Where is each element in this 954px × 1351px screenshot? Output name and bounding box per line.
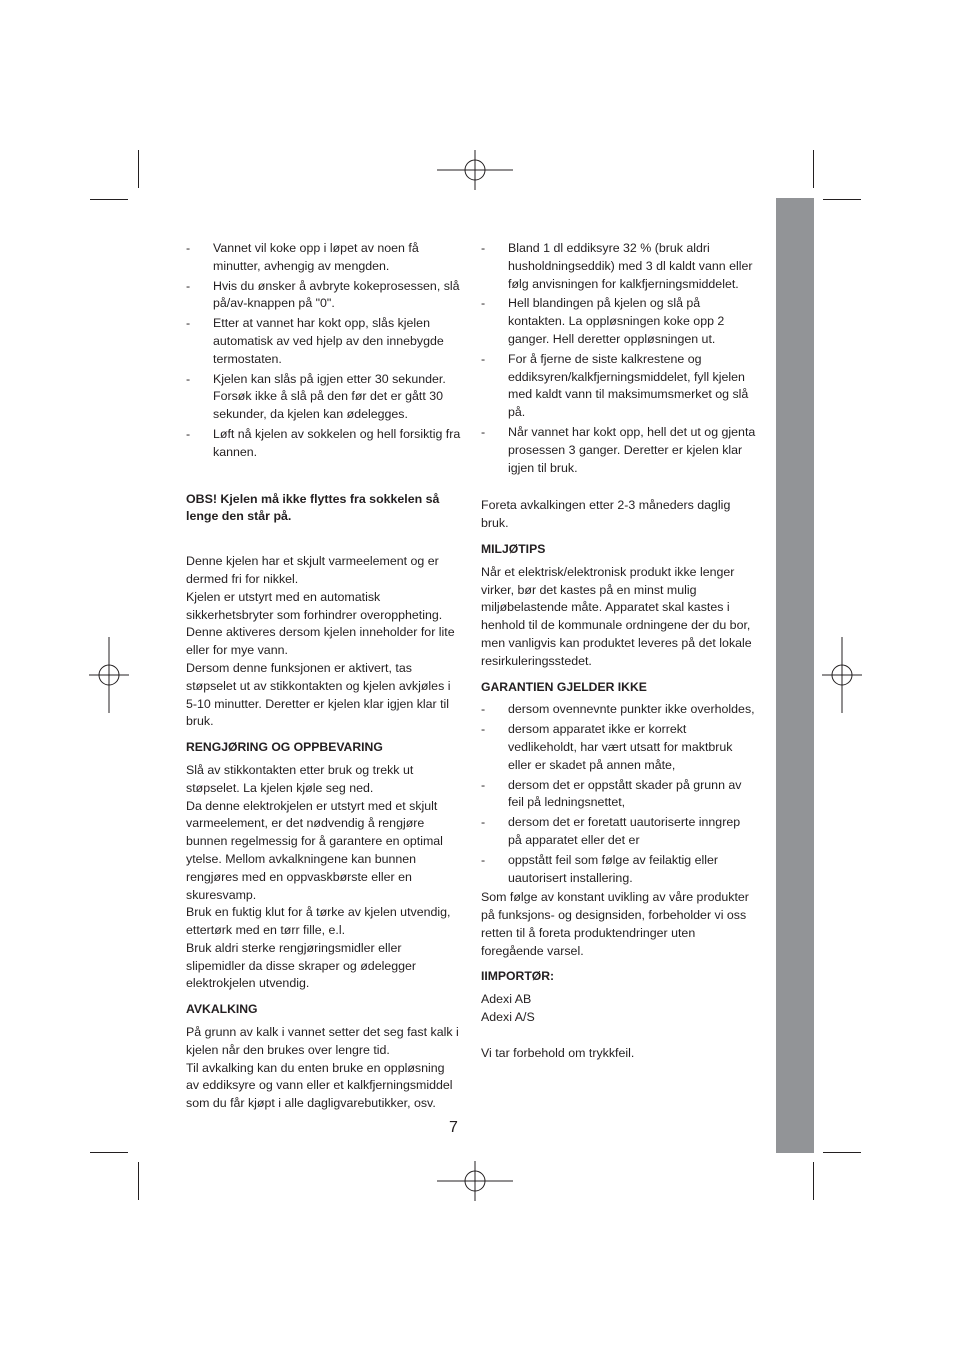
descaling-paragraph: På grunn av kalk i vannet setter det seg fast kalk i kjelen når den brukes over lengre tid. <box>186 1025 459 1057</box>
list-item <box>481 295 756 348</box>
bullet-dash: - <box>186 241 191 255</box>
list-item <box>481 351 756 422</box>
descaling-steps-list <box>481 240 756 477</box>
list-item-text: Kjelen kan slås på igjen etter 30 sekunder. Forsøk ikke å slå på den før det er gått 30 sekunder, da kjelen kan ødelegges. <box>213 371 446 422</box>
registration-mark-top-icon <box>437 132 513 208</box>
list-item-text: dersom det er foretatt uautoriserte inngrep på apparatet eller det er <box>508 815 741 847</box>
registration-mark-left-icon <box>71 637 147 713</box>
crop-mark-bottom-left-v <box>138 1162 139 1200</box>
crop-mark-top-right-v <box>813 150 814 188</box>
registration-mark-bottom-icon <box>437 1143 513 1219</box>
bullet-dash: - <box>481 296 486 311</box>
cleaning-paragraph: Slå av stikkontakten etter bruk og trekk ut støpselet. La kjelen kjøle seg ned. <box>186 762 414 795</box>
list-item <box>186 315 461 368</box>
bullet-dash: - <box>481 351 486 366</box>
list-item-text: oppstått feil som følge av feilaktig eller uautorisert installering. <box>508 852 719 885</box>
list-item-text: Løft nå kjelen av sokkelen og hell forsiktig fra kannen. <box>213 426 461 459</box>
crop-mark-top-left-v <box>138 150 139 188</box>
heater-paragraph: Denne kjelen har et skjult varmeelement og er dermed fri for nikkel. <box>186 554 439 586</box>
list-item-text: Hvis du ønsker å avbryte kokeprosessen, slå på/av-knappen på "0". <box>213 278 460 311</box>
list-item <box>481 814 756 850</box>
print-disclaimer: Vi tar forbehold om trykkfeil. <box>481 1045 635 1060</box>
list-item <box>481 424 756 477</box>
page-number: 7 <box>449 1119 458 1136</box>
importer-heading: IIMPORTØR: <box>481 969 555 984</box>
warranty-heading: GARANTIEN GJELDER IKKE <box>481 679 647 694</box>
list-item <box>481 701 756 719</box>
list-item-text: dersom ovennevnte punkter ikke overholdes, <box>508 702 755 717</box>
cleaning-paragraph: Da denne elektrokjelen er utstyrt med et skjult varmeelement, er det nødvendig å rengjøre bunnen regelmessig for å garantere en optimal ytelse. Mellom avkalkningene kan bunnen rengjøres med en oppvaskbørste eller en skuresvamp. <box>186 798 443 902</box>
heater-paragraph: Dersom denne funksjonen er aktivert, tas støpselet ut av stikkontakten og kjelen avkjøles i 5-10 minutter. Deretter er kjelen klar igjen klar til bruk. <box>186 660 451 729</box>
bullet-dash: - <box>481 852 486 867</box>
bullet-dash: - <box>481 424 486 439</box>
descale-interval-text: Foreta avkalkingen etter 2-3 måneders daglig bruk. <box>481 498 731 531</box>
cleaning-paragraph: Bruk aldri sterke rengjøringsmidler eller slipemidler da disse skraper og ødelegger elektrokjelen utvendig. <box>186 940 417 991</box>
list-item-text: Hell blandingen på kjelen og slå på kontakten. La oppløsningen koke opp 2 ganger. Hell deretter oppløsningen ut. <box>508 296 725 346</box>
descaling-heading: AVKALKING <box>186 1002 258 1017</box>
list-item <box>481 777 756 813</box>
environment-text: Når et elektrisk/elektronisk produkt ikke lenger virker, bør det kastes på en minst mulig miljøbelastende måte. Apparatet skal kastes i henhold til de kommunale ordningene der du bor, men vanligvis kan produktet leveres på det lokale resirkuleringsstedet. <box>481 564 752 668</box>
list-item-text: Når vannet har kokt opp, hell det ut og gjenta prosessen 3 ganger. Deretter er kjelen klar igjen til bruk. <box>508 424 756 475</box>
development-text: Som følge av konstant uvikling av våre produkter på funksjons- og designsiden, forbeholder vi oss retten til å foreta produktendringer uten foregående varsel. <box>481 890 749 958</box>
list-item <box>481 240 756 293</box>
right-column <box>481 240 756 1063</box>
list-item-text: Vannet vil koke opp i løpet av noen få minutter, avhengig av mengden. <box>213 241 419 273</box>
bullet-dash: - <box>481 702 486 717</box>
bullet-dash: - <box>481 777 486 792</box>
usage-steps-list <box>186 240 461 462</box>
bullet-dash: - <box>481 815 486 830</box>
bullet-dash: - <box>481 241 486 255</box>
list-item-text: For å fjerne de siste kalkrestene og eddiksyren/kalkfjerningsmiddelet, fyll kjelen med kaldt vann til maksimumsmerket og slå på. <box>508 351 749 420</box>
bullet-dash: - <box>186 371 191 386</box>
heater-paragraph: Kjelen er utstyrt med en automatisk sikkerhetsbryter som forhindrer overoppheting. Denne aktiveres dersom kjelen inneholder for lite eller for mye vann. <box>186 589 455 658</box>
list-item <box>186 240 461 276</box>
cleaning-paragraph: Bruk en fuktig klut for å tørke av kjelen utvendig, ettertørk med en tørr fille, e.l. <box>186 905 451 938</box>
list-item-text: Bland 1 dl eddiksyre 32 % (bruk aldri husholdningseddik) med 3 dl kaldt vann eller følg anvisningen for kalkfjerningsmiddelet. <box>508 241 753 291</box>
bullet-dash: - <box>186 278 191 293</box>
crop-mark-bottom-right-h <box>823 1152 861 1153</box>
obs-warning: OBS! Kjelen må ikke flyttes fra sokkelen så lenge den står på. <box>186 491 440 524</box>
crop-mark-bottom-right-v <box>813 1162 814 1200</box>
list-item-text: dersom det er oppstått skader på grunn av feil på ledningsnettet, <box>508 777 742 810</box>
side-language-tab <box>776 198 814 1153</box>
bullet-dash: - <box>481 722 486 737</box>
cleaning-heading: RENGJØRING OG OPPBEVARING <box>186 740 383 755</box>
environment-heading: MILJØTIPS <box>481 541 546 556</box>
descaling-paragraph: Til avkalking kan du enten bruke en oppløsning av eddiksyre og vann eller et kalkfjerningsmiddel som du får kjøpt i alle dagligvarebutikker, osv. <box>186 1060 453 1111</box>
list-item <box>481 852 756 888</box>
importer-line: Adexi A/S <box>481 1010 535 1025</box>
crop-mark-bottom-left-h <box>90 1152 128 1153</box>
crop-mark-top-right-h <box>823 199 861 200</box>
bullet-dash: - <box>186 426 191 441</box>
list-item-text: dersom apparatet ikke er korrekt vedlikeholdt, har vært utsatt for maktbruk eller er skadet på annen måte, <box>508 722 733 772</box>
bullet-dash: - <box>186 316 191 331</box>
list-item <box>481 721 756 774</box>
list-item <box>186 426 461 462</box>
list-item-text: Etter at vannet har kokt opp, slås kjelen automatisk av ved hjelp av den innebygde termostaten. <box>213 316 444 366</box>
crop-mark-top-left-h <box>90 199 128 200</box>
list-item <box>186 371 461 424</box>
importer-line: Adexi AB <box>481 992 532 1007</box>
list-item <box>186 278 461 314</box>
warranty-list <box>481 701 756 887</box>
left-column <box>186 240 461 1113</box>
registration-mark-right-icon <box>804 637 880 713</box>
